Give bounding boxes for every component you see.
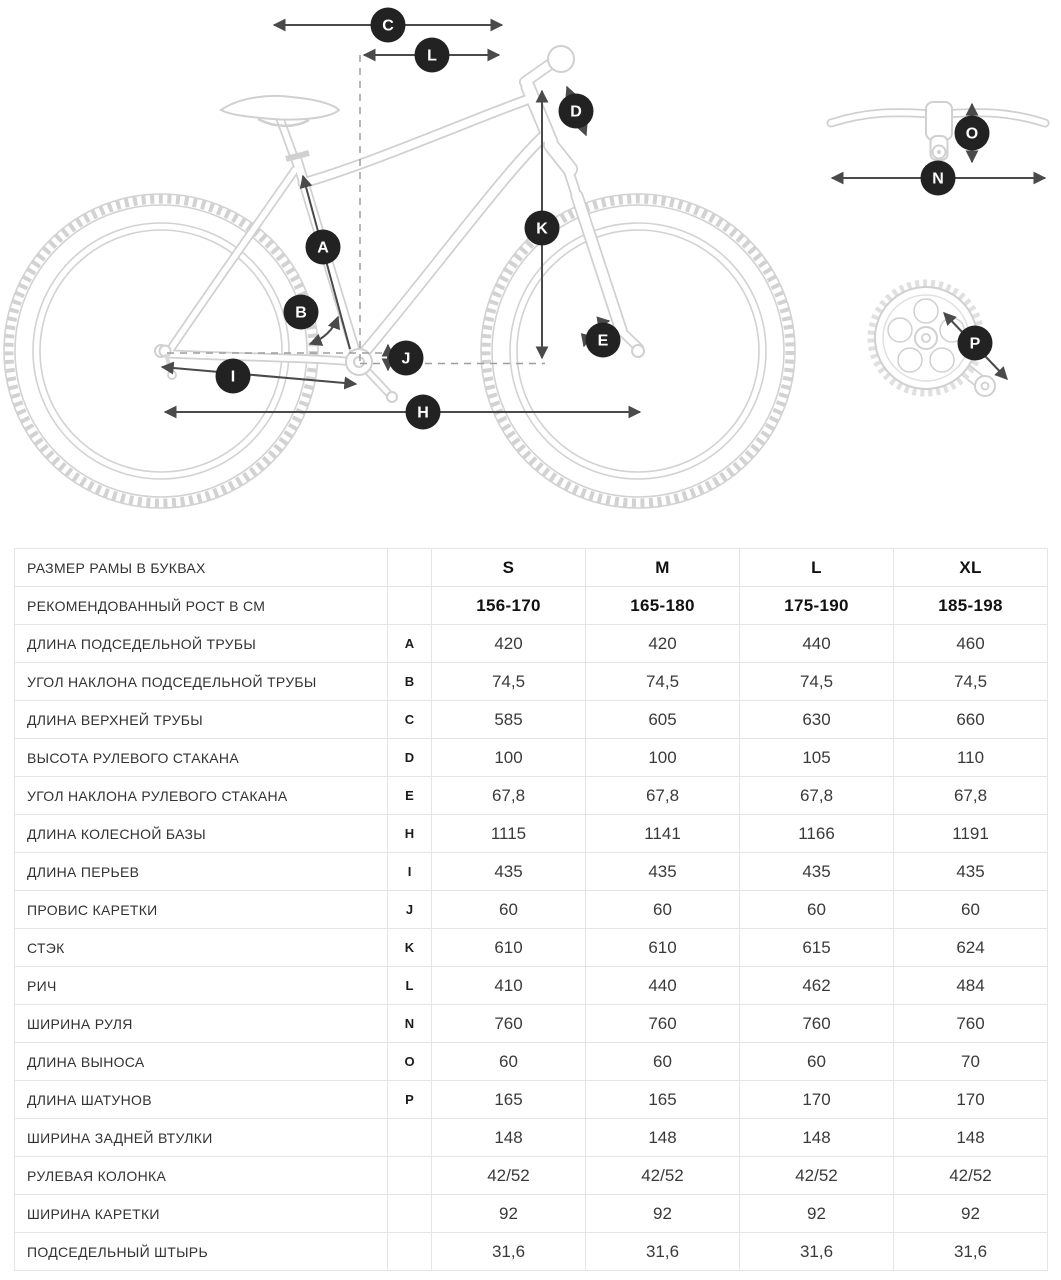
size-value: 435 xyxy=(894,853,1048,891)
param-label: ДЛИНА ВЕРХНЕЙ ТРУБЫ xyxy=(15,701,388,739)
size-value: 42/52 xyxy=(894,1157,1048,1195)
table-row xyxy=(15,663,1048,701)
table-row xyxy=(15,549,1048,587)
size-value: 74,5 xyxy=(586,663,740,701)
dim-badge-h xyxy=(406,395,441,430)
param-letter xyxy=(388,1157,432,1195)
table-row xyxy=(15,891,1048,929)
size-value: 60 xyxy=(740,1043,894,1081)
size-value: 148 xyxy=(740,1119,894,1157)
size-value: 100 xyxy=(586,739,740,777)
dim-badge-letter: J xyxy=(401,350,411,368)
size-value: 31,6 xyxy=(740,1233,894,1271)
dim-badge-letter: E xyxy=(597,332,609,350)
param-label: ШИРИНА КАРЕТКИ xyxy=(15,1195,388,1233)
size-value: 74,5 xyxy=(740,663,894,701)
size-header-value: XL xyxy=(894,549,1048,587)
size-header-value: 165-180 xyxy=(586,587,740,625)
param-letter xyxy=(388,1233,432,1271)
param-letter: E xyxy=(388,777,432,815)
size-value: 70 xyxy=(894,1043,1048,1081)
dim-badge-p xyxy=(958,326,993,361)
bike-diagram-svg xyxy=(0,0,1061,548)
param-label: ПРОВИС КАРЕТКИ xyxy=(15,891,388,929)
size-value: 67,8 xyxy=(894,777,1048,815)
size-value: 60 xyxy=(432,891,586,929)
size-value: 170 xyxy=(740,1081,894,1119)
size-value: 110 xyxy=(894,739,1048,777)
size-value: 92 xyxy=(432,1195,586,1233)
table-row xyxy=(15,853,1048,891)
table-row xyxy=(15,929,1048,967)
size-value: 31,6 xyxy=(586,1233,740,1271)
size-value: 435 xyxy=(586,853,740,891)
size-value: 760 xyxy=(432,1005,586,1043)
size-value: 148 xyxy=(894,1119,1048,1157)
size-value: 92 xyxy=(894,1195,1048,1233)
param-label: ДЛИНА ПЕРЬЕВ xyxy=(15,853,388,891)
size-value: 170 xyxy=(894,1081,1048,1119)
size-value: 31,6 xyxy=(894,1233,1048,1271)
size-value: 100 xyxy=(432,739,586,777)
size-value: 1141 xyxy=(586,815,740,853)
size-value: 440 xyxy=(586,967,740,1005)
size-value: 615 xyxy=(740,929,894,967)
size-header-value: L xyxy=(740,549,894,587)
size-value: 42/52 xyxy=(432,1157,586,1195)
size-value: 760 xyxy=(740,1005,894,1043)
param-letter xyxy=(388,1195,432,1233)
dim-badge-o xyxy=(955,116,990,151)
size-value: 92 xyxy=(740,1195,894,1233)
param-letter: C xyxy=(388,701,432,739)
param-label: РЕКОМЕНДОВАННЫЙ РОСТ В СМ xyxy=(15,587,388,625)
dim-badge-e xyxy=(586,323,621,358)
param-letter: I xyxy=(388,853,432,891)
size-value: 585 xyxy=(432,701,586,739)
param-label: ДЛИНА ШАТУНОВ xyxy=(15,1081,388,1119)
table-row xyxy=(15,625,1048,663)
size-value: 67,8 xyxy=(740,777,894,815)
param-letter xyxy=(388,1119,432,1157)
size-value: 67,8 xyxy=(432,777,586,815)
size-value: 660 xyxy=(894,701,1048,739)
size-value: 605 xyxy=(586,701,740,739)
size-value: 42/52 xyxy=(740,1157,894,1195)
size-value: 435 xyxy=(740,853,894,891)
param-label: ДЛИНА КОЛЕСНОЙ БАЗЫ xyxy=(15,815,388,853)
size-value: 410 xyxy=(432,967,586,1005)
dim-badge-letter: H xyxy=(417,404,429,422)
dim-badge-l xyxy=(415,38,450,73)
param-letter: D xyxy=(388,739,432,777)
dim-badge-letter: D xyxy=(570,103,582,121)
size-value: 462 xyxy=(740,967,894,1005)
table-row xyxy=(15,1157,1048,1195)
size-value: 60 xyxy=(586,1043,740,1081)
size-value: 60 xyxy=(586,891,740,929)
param-label: СТЭК xyxy=(15,929,388,967)
dim-badge-n xyxy=(921,161,956,196)
dim-badge-letter: K xyxy=(536,220,548,238)
geometry-table xyxy=(14,548,1048,1271)
dim-badge-letter: L xyxy=(427,47,437,65)
size-value: 74,5 xyxy=(432,663,586,701)
param-label: РИЧ xyxy=(15,967,388,1005)
param-label: УГОЛ НАКЛОНА ПОДСЕДЕЛЬНОЙ ТРУБЫ xyxy=(15,663,388,701)
size-value: 760 xyxy=(586,1005,740,1043)
table-row xyxy=(15,1233,1048,1271)
size-value: 420 xyxy=(586,625,740,663)
table-row xyxy=(15,701,1048,739)
size-header-value: 175-190 xyxy=(740,587,894,625)
dim-line-I xyxy=(162,367,356,384)
size-header-value: S xyxy=(432,549,586,587)
param-letter: J xyxy=(388,891,432,929)
table-row xyxy=(15,967,1048,1005)
size-value: 105 xyxy=(740,739,894,777)
dim-badge-letter: B xyxy=(295,304,307,322)
param-letter xyxy=(388,587,432,625)
size-value: 484 xyxy=(894,967,1048,1005)
bike-geometry-diagram xyxy=(0,0,1061,548)
param-label: ПОДСЕДЕЛЬНЫЙ ШТЫРЬ xyxy=(15,1233,388,1271)
size-value: 31,6 xyxy=(432,1233,586,1271)
param-letter: A xyxy=(388,625,432,663)
table-row xyxy=(15,587,1048,625)
size-value: 67,8 xyxy=(586,777,740,815)
dim-badge-j xyxy=(389,341,424,376)
dim-badge-i xyxy=(216,359,251,394)
size-value: 148 xyxy=(432,1119,586,1157)
size-value: 148 xyxy=(586,1119,740,1157)
dim-badge-letter: A xyxy=(317,239,329,257)
param-letter: P xyxy=(388,1081,432,1119)
param-letter: K xyxy=(388,929,432,967)
param-label: ВЫСОТА РУЛЕВОГО СТАКАНА xyxy=(15,739,388,777)
size-value: 60 xyxy=(432,1043,586,1081)
param-letter: H xyxy=(388,815,432,853)
table-row xyxy=(15,739,1048,777)
size-value: 610 xyxy=(432,929,586,967)
param-letter: O xyxy=(388,1043,432,1081)
param-letter: N xyxy=(388,1005,432,1043)
param-label: ДЛИНА ПОДСЕДЕЛЬНОЙ ТРУБЫ xyxy=(15,625,388,663)
param-label: ШИРИНА РУЛЯ xyxy=(15,1005,388,1043)
size-value: 435 xyxy=(432,853,586,891)
geometry-table-body xyxy=(15,549,1048,1271)
size-value: 42/52 xyxy=(586,1157,740,1195)
size-value: 60 xyxy=(740,891,894,929)
size-value: 165 xyxy=(586,1081,740,1119)
param-letter xyxy=(388,549,432,587)
param-label: РАЗМЕР РАМЫ В БУКВАХ xyxy=(15,549,388,587)
size-header-value: M xyxy=(586,549,740,587)
param-label: ДЛИНА ВЫНОСА xyxy=(15,1043,388,1081)
table-row xyxy=(15,815,1048,853)
param-letter: L xyxy=(388,967,432,1005)
size-value: 60 xyxy=(894,891,1048,929)
dim-badge-a xyxy=(306,230,341,265)
size-value: 630 xyxy=(740,701,894,739)
dim-badge-k xyxy=(525,211,560,246)
table-row xyxy=(15,1043,1048,1081)
param-label: УГОЛ НАКЛОНА РУЛЕВОГО СТАКАНА xyxy=(15,777,388,815)
handlebar-detail xyxy=(926,102,952,160)
size-value: 624 xyxy=(894,929,1048,967)
size-value: 1191 xyxy=(894,815,1048,853)
param-label: ШИРИНА ЗАДНЕЙ ВТУЛКИ xyxy=(15,1119,388,1157)
size-value: 440 xyxy=(740,625,894,663)
dim-badge-d xyxy=(559,94,594,129)
dim-badge-c xyxy=(371,8,406,43)
param-letter: B xyxy=(388,663,432,701)
size-value: 92 xyxy=(586,1195,740,1233)
size-header-value: 156-170 xyxy=(432,587,586,625)
dim-badge-letter: I xyxy=(230,368,236,386)
dim-badge-b xyxy=(284,295,319,330)
size-value: 1166 xyxy=(740,815,894,853)
dim-badge-letter: N xyxy=(932,170,944,188)
table-row xyxy=(15,1195,1048,1233)
size-header-value: 185-198 xyxy=(894,587,1048,625)
param-label: РУЛЕВАЯ КОЛОНКА xyxy=(15,1157,388,1195)
dim-badge-letter: O xyxy=(965,125,979,143)
size-value: 165 xyxy=(432,1081,586,1119)
size-value: 1115 xyxy=(432,815,586,853)
table-row xyxy=(15,1119,1048,1157)
table-row xyxy=(15,777,1048,815)
size-value: 760 xyxy=(894,1005,1048,1043)
size-value: 610 xyxy=(586,929,740,967)
size-value: 420 xyxy=(432,625,586,663)
dim-badge-letter: C xyxy=(382,17,394,35)
size-value: 460 xyxy=(894,625,1048,663)
dim-badge-letter: P xyxy=(969,335,981,353)
table-row xyxy=(15,1005,1048,1043)
table-row xyxy=(15,1081,1048,1119)
size-value: 74,5 xyxy=(894,663,1048,701)
